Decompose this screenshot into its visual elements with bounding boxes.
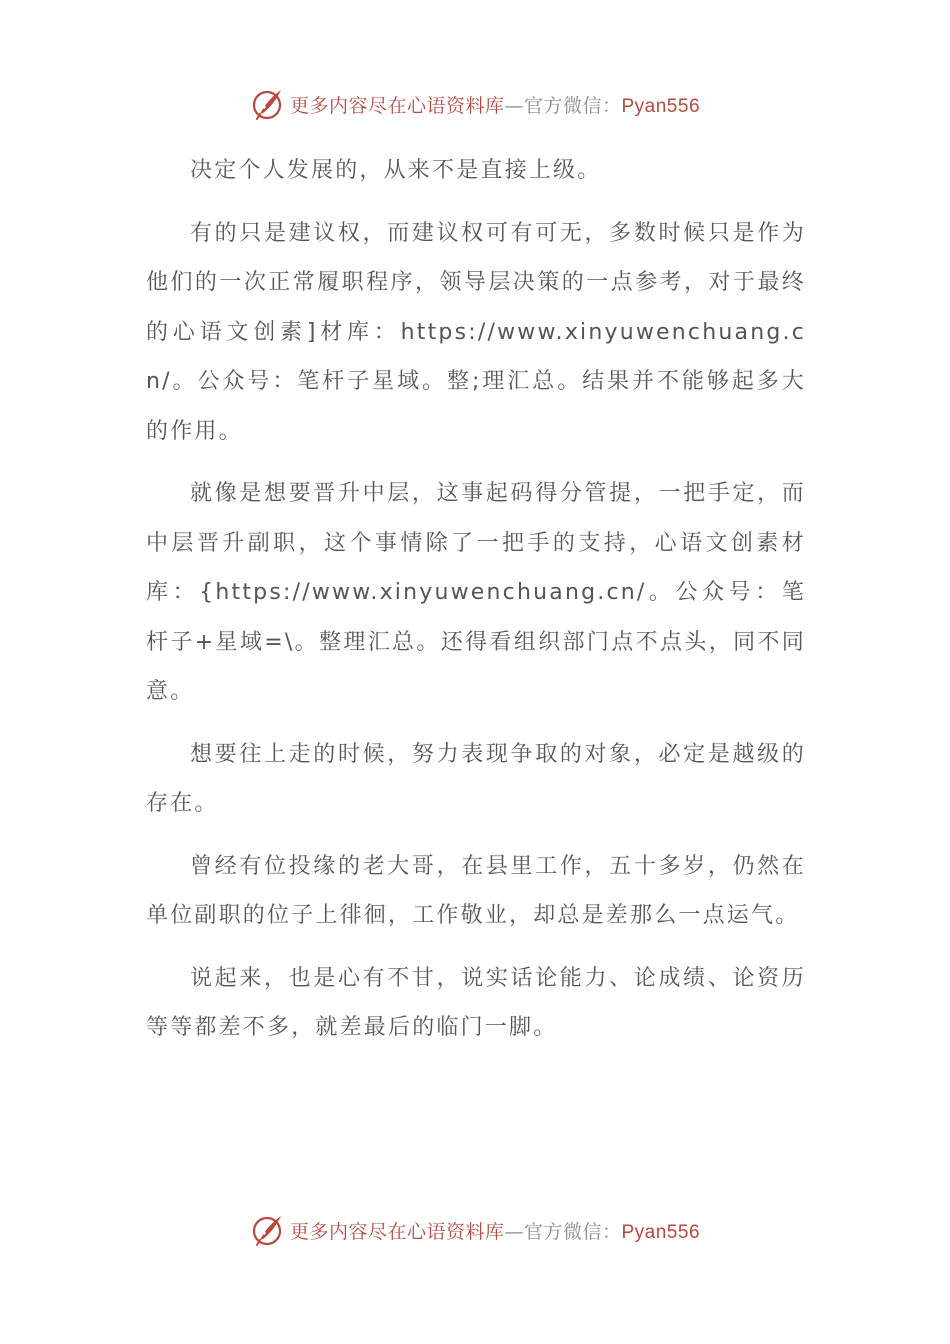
banner-prefix: 更多内容尽在心语资料库: [289, 1220, 505, 1243]
paragraph-2: 有的只是建议权，而建议权可有可无，多数时候只是作为他们的一次正常履职程序，领导层决策的一点参考，对于最终的心语文创素]材库：https://www.xinyuwenchuang.cn/。公众号：笔杆子星域。整;理汇总。结果并不能够起多大的作用。: [146, 220, 806, 444]
quill-pen-logo-icon: [250, 86, 286, 122]
banner-dash: —: [504, 94, 524, 117]
footer-banner: [0, 1210, 950, 1250]
banner-prefix: 更多内容尽在心语资料库: [289, 94, 505, 117]
banner-dash: —: [504, 1220, 524, 1243]
document-body: [146, 146, 806, 1066]
banner-middle: 官方微信：: [523, 1220, 622, 1243]
paragraph-4: 想要往上走的时候，努力表现争取的对象，必定是越级的存在。: [146, 741, 806, 816]
paragraph-3: 就像是想要晋升中层，这事起码得分管提，一把手定，而中层晋升副职，这个事情除了一把手的支持，心语文创素材库：{https://www.xinyuwenchuang.cn/。公众号：笔杆子+星域=\。整理汇总。还得看组织部门点不点头，同不同意。: [146, 481, 806, 704]
banner-text: [290, 91, 700, 118]
banner-wechat-id: Pyan556: [621, 95, 701, 117]
header-banner: [0, 84, 950, 124]
banner-middle: 官方微信：: [523, 94, 622, 117]
paragraph-5: 曾经有位投缘的老大哥，在县里工作，五十多岁，仍然在单位副职的位子上徘徊，工作敬业，却总是差那么一点运气。: [146, 853, 806, 928]
banner-wechat-id: Pyan556: [621, 1221, 701, 1243]
quill-pen-logo-icon: [250, 1212, 286, 1248]
paragraph-1: 决定个人发展的，从来不是直接上级。: [190, 158, 602, 183]
paragraph-6: 说起来，也是心有不甘，说实话论能力、论成绩、论资历等等都差不多，就差最后的临门一脚。: [146, 965, 806, 1040]
banner-text: [290, 1217, 700, 1244]
